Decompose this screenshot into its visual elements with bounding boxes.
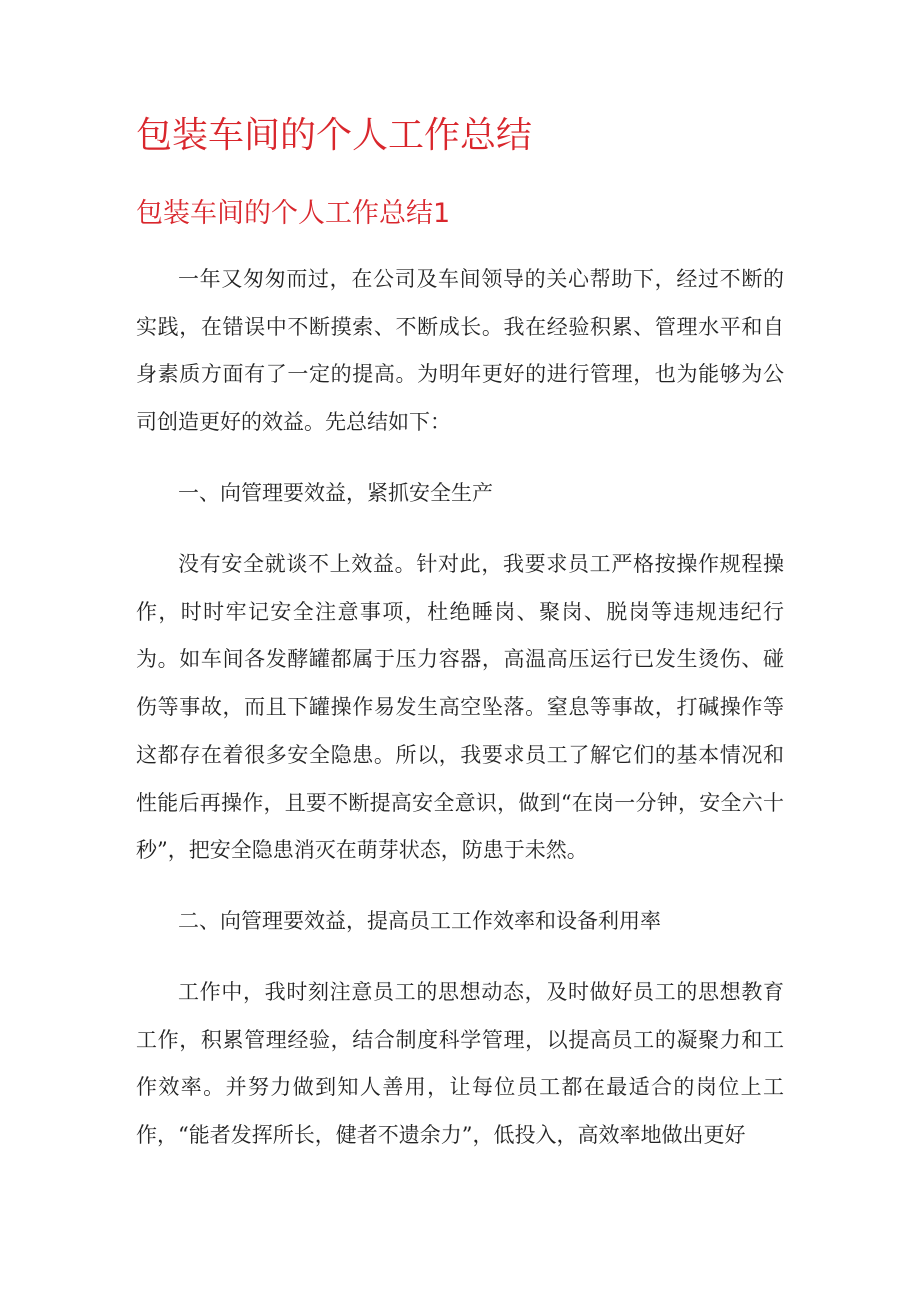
efficiency-paragraph: 工作中，我时刻注意员工的思想动态，及时做好员工的思想教育工作，积累管理经验，结合制度科学管理，以提高员工的凝聚力和工作效率。并努力做到知人善用，让每位员工都在最适合的岗位上工作，“能者发挥所长，健者不遗余力”，低投入，高效率地做出更好 bbox=[136, 980, 784, 1148]
safety-paragraph: 没有安全就谈不上效益。针对此，我要求员工严格按操作规程操作，时时牢记安全注意事项，杜绝睡岗、聚岗、脱岗等违规违纪行为。如车间各发酵罐都属于压力容器，高温高压运行已发生烫伤、碰伤等事故，而且下罐操作易发生高空坠落。窒息等事故，打碱操作等这都存在着很多安全隐患。所以，我要求员工了解它们的基本情况和性能后再操作，且要不断提高安全意识，做到“在岗一分钟，安全六十秒”，把安全隐患消灭在萌芽状态，防患于未然。 bbox=[136, 552, 784, 863]
section-heading-efficiency: 二、向管理要效益，提高员工工作效率和设备利用率 bbox=[178, 909, 661, 933]
intro-paragraph: 一年又匆匆而过，在公司及车间领导的关心帮助下，经过不断的实践，在错误中不断摸索、不断成长。我在经验积累、管理水平和自身素质方面有了一定的提高。为明年更好的进行管理，也为能够为公司创造更好的效益。先总结如下： bbox=[136, 267, 784, 435]
section-title: 包装车间的个人工作总结1 bbox=[136, 198, 451, 229]
section-heading-safety: 一、向管理要效益，紧抓安全生产 bbox=[178, 481, 493, 505]
document-title: 包装车间的个人工作总结 bbox=[136, 115, 533, 156]
